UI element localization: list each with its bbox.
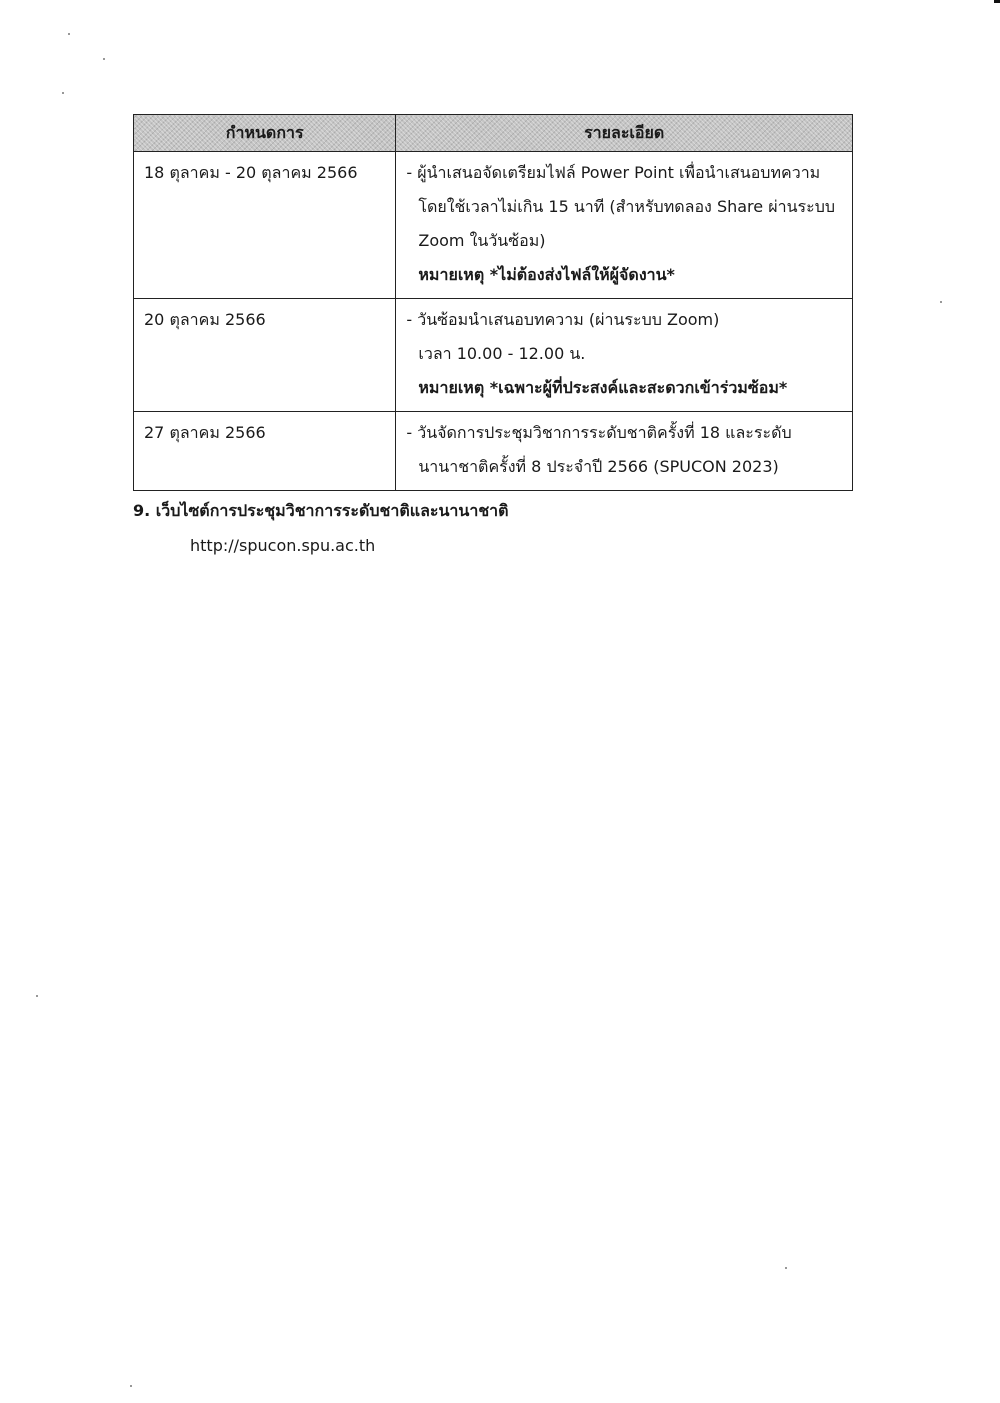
- detail-line: - ผู้นำเสนอจัดเตรียมไฟล์ Power Point เพื่อนำเสนอบทความ: [406, 163, 821, 182]
- row-date: 20 ตุลาคม 2566: [134, 299, 396, 412]
- scan-speck: [103, 58, 105, 60]
- schedule-table: [133, 114, 853, 491]
- detail-line: Zoom ในวันซ้อม): [418, 231, 546, 250]
- website-link[interactable]: http://spucon.spu.ac.th: [190, 536, 376, 555]
- detail-line: เวลา 10.00 - 12.00 น.: [418, 344, 586, 363]
- scan-speck: [785, 1267, 787, 1269]
- detail-line: - วันจัดการประชุมวิชาการระดับชาติครั้งที่ 18 และระดับ: [406, 423, 792, 442]
- scan-speck: [940, 301, 942, 303]
- section-9-heading: 9. เว็บไซต์การประชุมวิชาการระดับชาติและนานาชาติ: [133, 501, 509, 520]
- header-detail: รายละเอียด: [396, 115, 853, 152]
- row-date: 18 ตุลาคม - 20 ตุลาคม 2566: [134, 152, 396, 299]
- detail-note: หมายเหตุ *เฉพาะผู้ที่ประสงค์และสะดวกเข้าร่วมซ้อม*: [418, 378, 788, 397]
- scan-mark: [994, 0, 1000, 3]
- row-detail: [396, 412, 853, 491]
- table-header-row: [134, 115, 853, 152]
- table-row: [134, 412, 853, 491]
- detail-line: โดยใช้เวลาไม่เกิน 15 นาที (สำหรับทดลอง Share ผ่านระบบ: [418, 197, 835, 216]
- row-date: 27 ตุลาคม 2566: [134, 412, 396, 491]
- table-row: [134, 152, 853, 299]
- header-date: กำหนดการ: [134, 115, 396, 152]
- row-detail: [396, 299, 853, 412]
- detail-line: นานาชาติครั้งที่ 8 ประจำปี 2566 (SPUCON 2023): [418, 457, 779, 476]
- scan-speck: [130, 1385, 132, 1387]
- scan-speck: [36, 995, 38, 997]
- row-detail: [396, 152, 853, 299]
- detail-note: หมายเหตุ *ไม่ต้องส่งไฟล์ให้ผู้จัดงาน*: [418, 265, 675, 284]
- scan-speck: [68, 33, 70, 35]
- scan-speck: [62, 92, 64, 94]
- table-row: [134, 299, 853, 412]
- detail-line: - วันซ้อมนำเสนอบทความ (ผ่านระบบ Zoom): [406, 310, 720, 329]
